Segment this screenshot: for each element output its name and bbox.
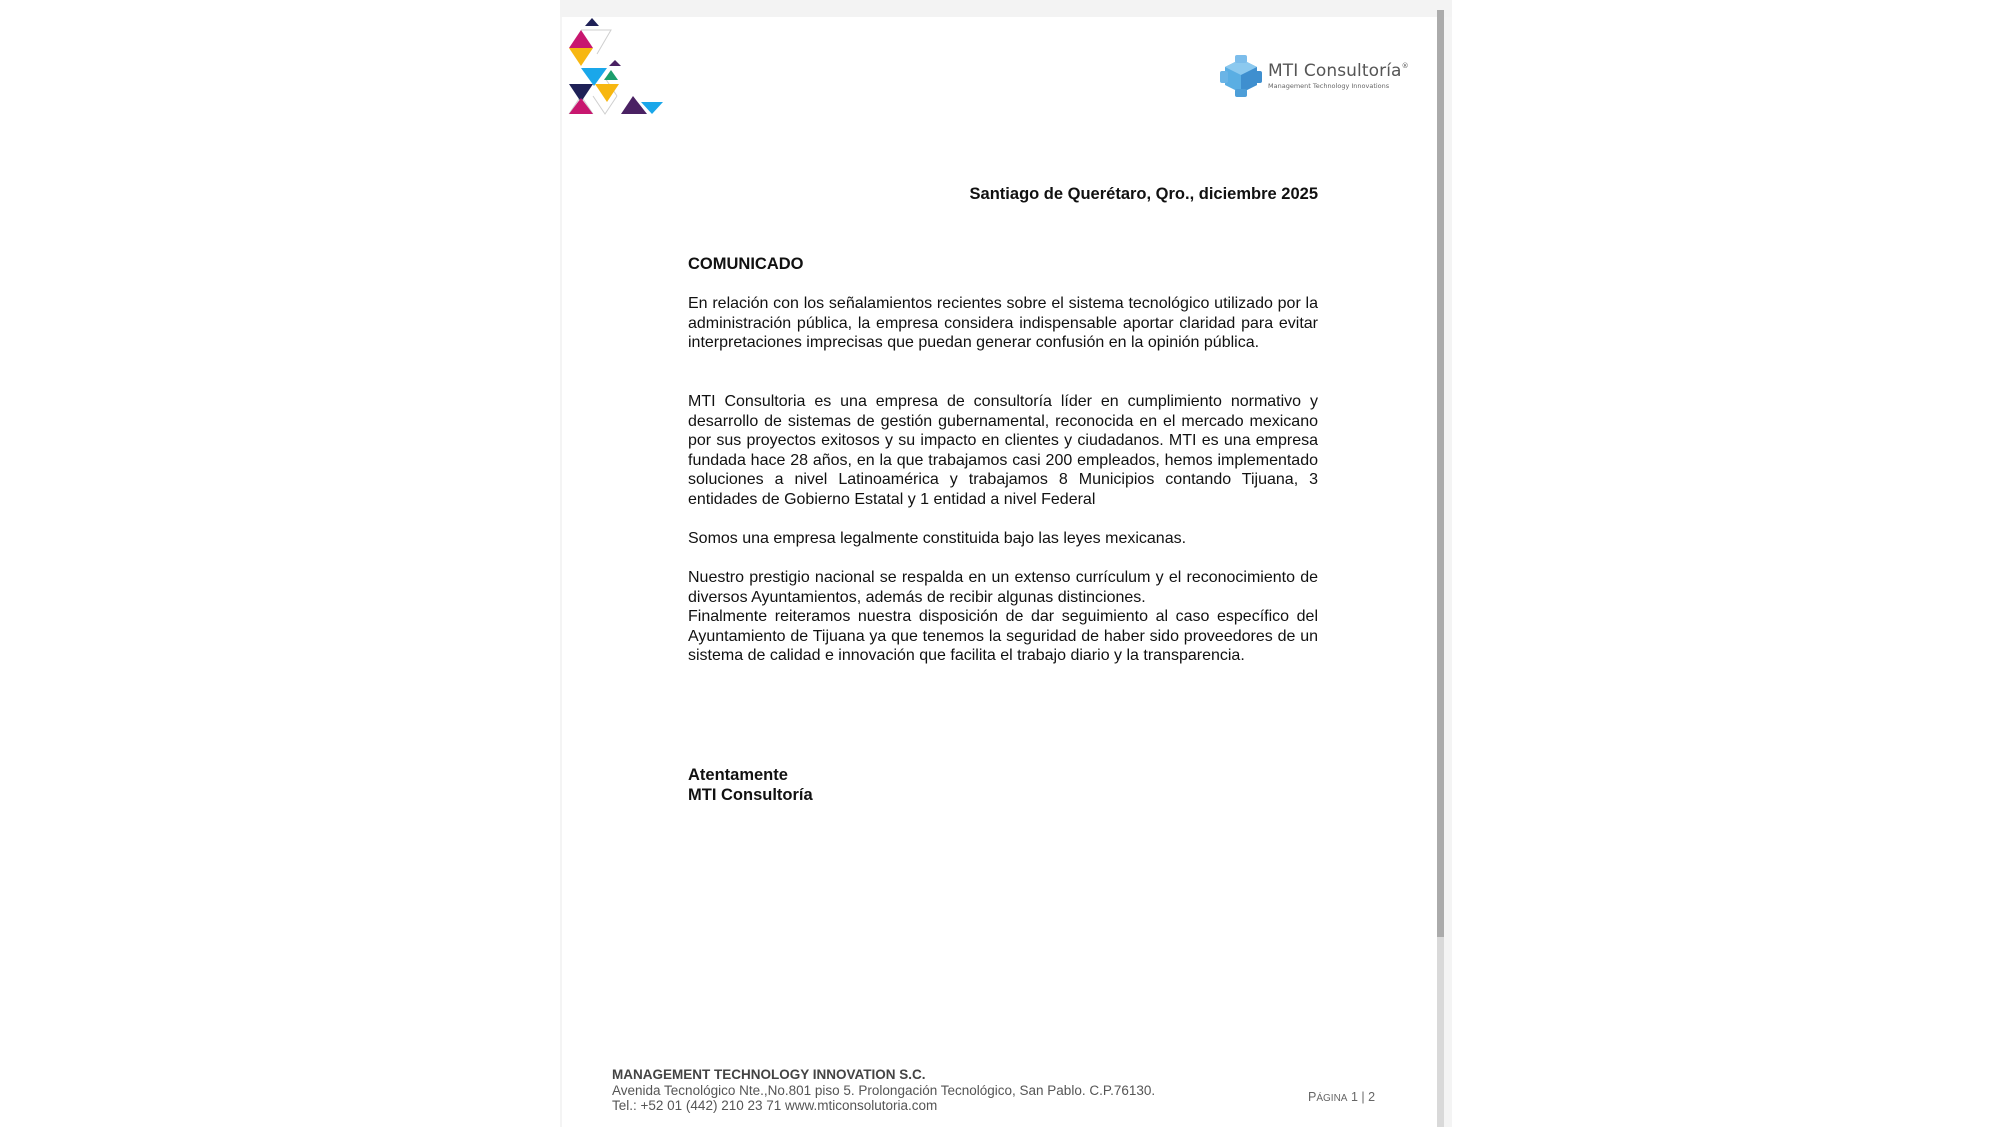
triangle-navy-small [585, 18, 599, 26]
footer-contact: Tel.: +52 01 (442) 210 23 71 www.mticonsolutoria.com [612, 1098, 938, 1114]
date-line: Santiago de Querétaro, Qro., diciembre 2025 [969, 185, 1318, 203]
triangle-purple [621, 96, 647, 114]
triangle-yellow [569, 48, 593, 66]
triangle-purple-small [609, 60, 621, 66]
cube-logo-icon [1220, 55, 1262, 97]
closing-block [688, 766, 813, 805]
brand-tagline: Management Technology Innovations [1268, 82, 1390, 90]
triangle-magenta [569, 30, 593, 48]
viewer-top-strip [560, 0, 1452, 17]
paragraph-legal-status: Somos una empresa legalmente constituida bajo las leyes mexicanas. [688, 530, 1187, 547]
paragraph-company-profile: MTI Consultoria es una empresa de consultoría líder en cumplimiento normativo y desarrollo de sistemas de gestión gubernamental, reconocida en el mercado mexicano por sus proyectos exitosos y su impacto en clientes y ciudadanos. MTI es una empresa fundada hace 28 años, en la que trabajamos casi 200 empleados, hemos implementado soluciones a nivel Latinoamérica y trabajamos 8 Municipios contando Tijuana, 3 entidades de Gobierno Estatal y 1 entidad a nivel Federal [688, 393, 1318, 508]
paragraph-context: En relación con los señalamientos recientes sobre el sistema tecnológico utilizado por la administración pública, la empresa considera indispensable aportar claridad para evitar interpretaciones imprecisas que puedan generar confusión en la opinión pública. [688, 295, 1318, 352]
document-heading: COMUNICADO [688, 255, 804, 273]
scrollbar-thumb[interactable] [1437, 10, 1444, 937]
page-number: PÁGINA 1 | 2 [1308, 1090, 1376, 1104]
triangle-green [604, 70, 618, 80]
triangle-cyan [581, 68, 607, 86]
paragraph-conclusion: Finalmente reiteramos nuestra disposición de dar seguimiento al caso específico del Ayuntamiento de Tijuana ya que tenemos la seguridad de haber sido proveedores de un sistema de calidad e innovación que facilita el trabajo diario y la transparencia. [688, 608, 1318, 665]
closing-salutation: Atentamente [688, 766, 788, 784]
brand-name: MTI Consultoría® [1268, 61, 1409, 81]
colored-triangles-icon [567, 16, 663, 120]
paragraph-prestige: Nuestro prestigio nacional se respalda en un extenso currículum y el reconocimiento de diversos Ayuntamientos, además de recibir algunas distinciones. [688, 569, 1318, 606]
page-footer [612, 1067, 1155, 1114]
brand-logo [1220, 55, 1420, 103]
footer-company: MANAGEMENT TECHNOLOGY INNOVATION S.C. [612, 1067, 926, 1082]
footer-address: Avenida Tecnológico Nte.,No.801 piso 5. Prolongación Tecnológico, San Pablo. C.P.76130. [612, 1082, 1156, 1098]
closing-signature: MTI Consultoría [688, 785, 813, 804]
triangle-magenta-bottom [569, 98, 593, 114]
